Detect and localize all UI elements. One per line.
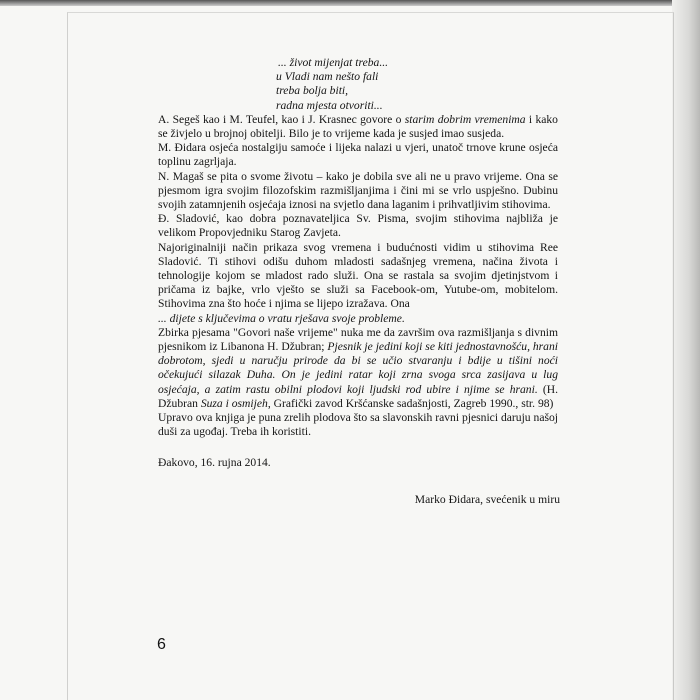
paragraph	[158, 113, 558, 141]
scanner-edge-right	[672, 0, 700, 700]
body-text	[158, 113, 558, 440]
paragraph-text: i kako se živjelo u brojnoj obitelji. Bilo je to vrijeme kada je susjed imao susjeda.	[158, 112, 558, 141]
page-content	[158, 56, 558, 507]
paragraph-text: Zbirka pjesama "Govori naše vrijeme" nuka me da završim ova razmišljanja s divnim pjesnikom iz Libanona H. Džubran;	[158, 325, 558, 354]
signature: Marko Đidara, svećenik u miru	[414, 492, 560, 506]
verse-line: ... život mijenjat treba...	[278, 56, 389, 69]
page-number: 6	[157, 636, 166, 653]
paragraph: Upravo ova knjiga je puna zrelih plodova što sa slavonskih ravni pjesnici daruju našoj duši za ugođaj. Treba ih koristiti.	[158, 411, 558, 439]
quoted-line: ... dijete s ključevima o vratu rješava svoje probleme.	[158, 311, 405, 325]
verse-line: radna mjesta otvoriti...	[276, 98, 383, 112]
paragraph: Najoriginalniji način prikaza svog vremena i budućnosti vidim u stihovima Ree Sladović. Ti stihovi odišu duhom mladosti sadašnjeg vremena, načina života i tehnologije kojom se mladost rado služi. Ona se rastala sa svojim djetinjstvom i pričama iz bajke, vrlo vješto se služi sa Facebook-om, Yutube-om, mobitelom. Stihovima zna što hoće i njima se lijepo izražava. Ona	[158, 240, 558, 311]
date-line: Đakovo, 16. rujna 2014.	[158, 456, 271, 470]
paragraph-italic: starim dobrim vremenima	[404, 112, 526, 126]
verse-line: treba bolja biti,	[276, 84, 349, 98]
book-title: Suza i osmijeh	[200, 396, 268, 410]
verse-line: u Vladi nam nešto fali	[276, 70, 379, 84]
opening-verse	[276, 56, 558, 113]
paragraph: N. Magaš se pita o svome životu – kako je dobila sve ali ne u pravo vrijeme. Ona se pjesmom igra svojim filozofskim razmišljanjima i čini mi se vrlo uspješno. Dubinu svojih zatamnjenih osjećaja iznosi na svjetlo dana laganim i prihvatljivim stihovima.	[158, 169, 558, 212]
paragraph	[158, 326, 558, 411]
paragraph-text: (H. Džubran	[158, 382, 558, 410]
paragraph: Đ. Sladović, kao dobra poznavateljica Sv. Pisma, svojim stihovima najbliža je velikom Propovjedniku Starog Zavjeta.	[158, 212, 558, 240]
paragraph-italic: Pjesnik je jedini koji se kiti jednostavnošću, hrani dobrotom, sjedi u naručju prirode da bi se učio stvaranju i bdije u tišini noći očekujući silazak Duha. On je jedini ratar koji zrna svoga srca zasijava u lug osjećaja, a zatim rastu obilni plodovi koji ljudski rod ubire i njime se hrani.	[158, 340, 558, 396]
paragraph-text: A. Segeš kao i M. Teufel, kao i J. Krasnec govore o	[158, 112, 405, 126]
scanner-edge-top	[0, 0, 700, 6]
paragraph: M. Đidara osjeća nostalgiju samoće i lijeka nalazi u vjeri, unatoč trnove krune osjeća toplinu zagrljaja.	[158, 141, 558, 169]
paragraph-text: , Grafički zavod Kršćanske sadašnjosti, Zagreb 1990., str. 98)	[267, 396, 554, 410]
